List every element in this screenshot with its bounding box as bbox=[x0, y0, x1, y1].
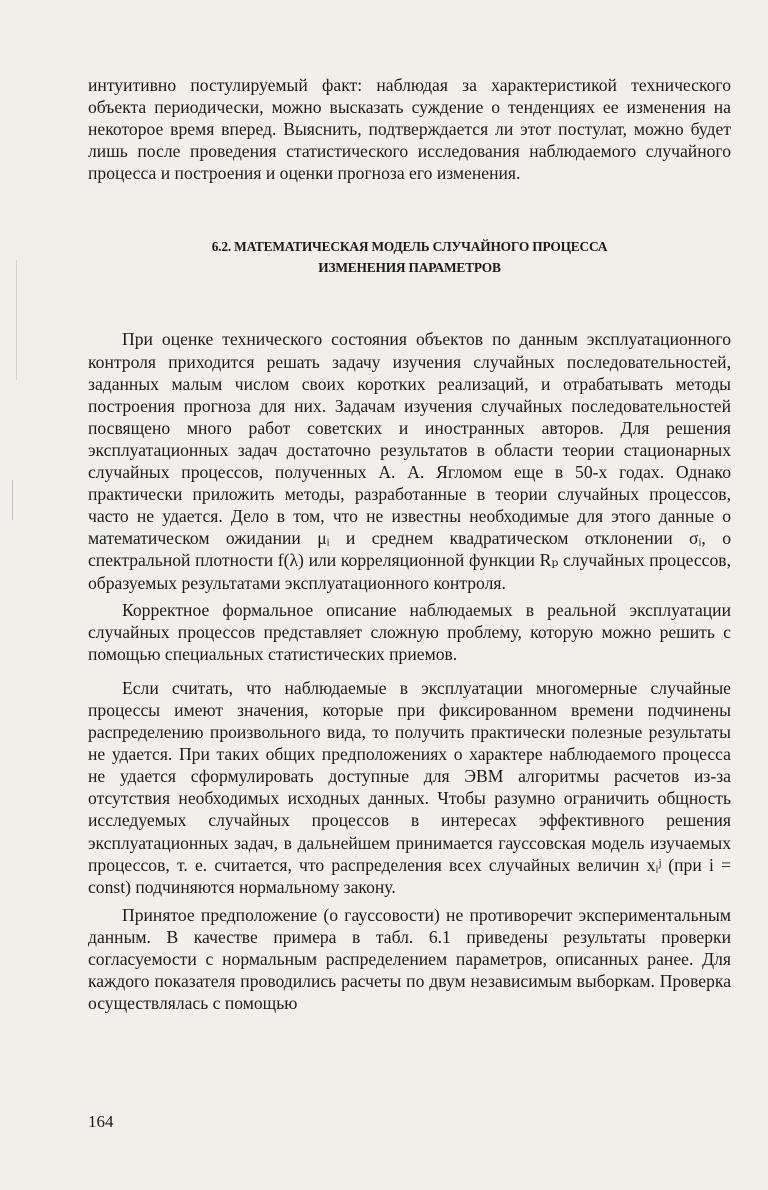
paragraph-assumption: Принятое предположение (о гауссовости) не противоречит экспериментальным данным. В качестве примера в табл. 6.1 приведены результаты проверки согласуемости с нормальным распределением параметров, описанных ранее. Для каждого показателя проводились расчеты по двум независимым выборкам. Проверка осуществлялась с помощью bbox=[88, 904, 731, 1014]
section-heading-line-1: 6.2. МАТЕМАТИЧЕСКАЯ МОДЕЛЬ СЛУЧАЙНОГО ПРОЦЕССА bbox=[211, 239, 608, 255]
paragraph-formal-description: Корректное формальное описание наблюдаемых в реальной эксплуатации случайных процессов представляет сложную проблему, которую можно решить с помощью специальных статистических приемов. bbox=[88, 599, 731, 664]
page-text-column bbox=[88, 74, 731, 1014]
paragraph-technical-state: При оценке технического состояния объектов по данным эксплуатационного контроля приходится решать задачу изучения случайных последовательностей, заданных малым числом своих коротких реализаций, и отрабатывать методы построения прогноза для них. Задачам изучения случайных последовательностей посвящено много работ советских и иностранных авторов. Для решения эксплуатационных задач достаточно результатов в области теории стационарных случайных процессов, полученных А. А. Ягломом еще в 50-х годах. Однако практически приложить методы, разработанные в теории случайных процессов, часто не удается. Дело в том, что не известны необходимые для этого данные о математическом ожидании μᵢ и среднем квадратическом отклонении σᵢ, о спектральной плотности f(λ) или корреляционной функции Rₚ случайных процессов, образуемых результатами эксплуатационного контроля. bbox=[88, 329, 731, 593]
scan-edge-mark bbox=[16, 260, 17, 380]
paragraph-gaussian-model: Если считать, что наблюдаемые в эксплуатации многомерные случайные процессы имеют значения, которые при фиксированном времени подчинены распределению произвольного вида, то получить практически полезные результаты не удается. При таких общих предположениях о характере наблюдаемого процесса не удается сформулировать доступные для ЭВМ алгоритмы расчетов из-за отсутствия необходимых исходных данных. Чтобы разумно ограничить общность исследуемых случайных процессов в интересах эффективного решения эксплуатационных задач, в дальнейшем принимается гауссовская модель изучаемых процессов, т. е. считается, что распределения всех случайных величин xᵢʲ (при i = const) подчиняются нормальному закону. bbox=[88, 677, 731, 897]
paragraph-intro: интуитивно постулируемый факт: наблюдая за характеристикой технического объекта периодически, можно высказать суждение о тенденциях ее изменения на некоторое время вперед. Выяснить, подтверждается ли этот постулат, можно будет лишь после проведения статистического исследования наблюдаемого случайного процесса и построения и оценки прогноза его изменения. bbox=[88, 75, 731, 184]
section-heading bbox=[88, 236, 731, 278]
page-number: 164 bbox=[88, 1112, 114, 1131]
scan-tick-mark bbox=[12, 480, 13, 520]
section-heading-line-2: ИЗМЕНЕНИЯ ПАРАМЕТРОВ bbox=[318, 260, 501, 276]
